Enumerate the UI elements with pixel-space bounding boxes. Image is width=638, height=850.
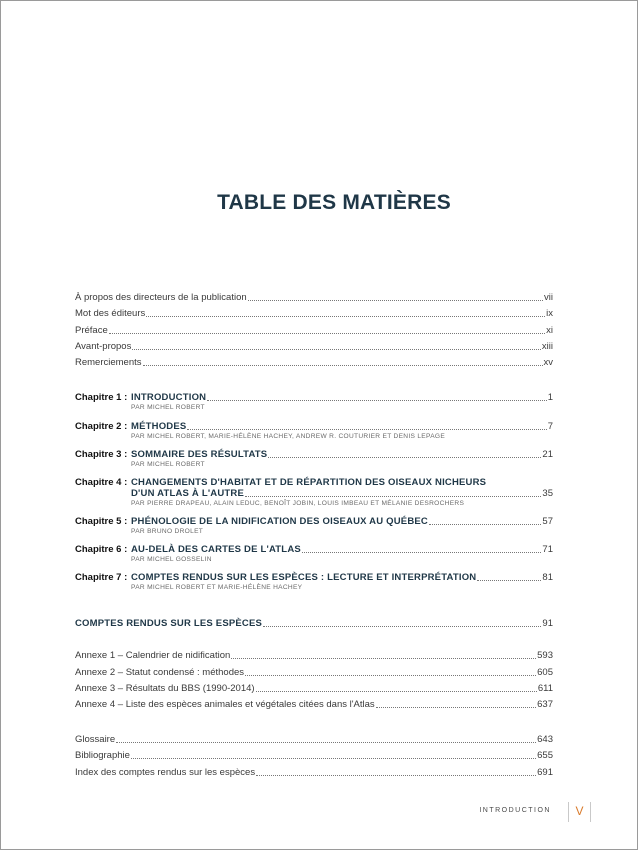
toc-entry-label: Mot des éditeurs [75,308,146,319]
toc-entry-page: 605 [537,667,553,678]
chapter-page: 7 [547,421,553,432]
toc-entry-label: Préface [75,325,108,336]
toc-entry[interactable] [75,750,553,761]
chapter-title: SOMMAIRE DES RÉSULTATS [131,449,268,460]
toc-entry[interactable] [75,734,553,745]
chapter-number: Chapitre 5 : [75,516,128,527]
toc-entry-label: Bibliographie [75,750,130,761]
toc-entry-page: 655 [537,750,553,761]
toc-entry-page: 593 [537,650,553,661]
chapter-title-line2: D'UN ATLAS À L'AUTRE [131,488,245,499]
chapter-author: PAR MICHEL GOSSELIN [131,556,212,563]
page-title: TABLE DES MATIÈRES [217,191,451,214]
chapter-entry[interactable] [75,516,553,536]
toc-entry-page: ix [546,308,553,319]
toc-entry-annex[interactable] [75,650,553,661]
chapter-number: Chapitre 7 : [75,572,128,583]
chapter-entry[interactable] [75,449,553,469]
footer-divider [590,802,591,822]
toc-entry[interactable] [75,308,553,319]
chapter-page: 1 [547,392,553,403]
toc-entry-page: 691 [537,767,553,778]
toc-entry-page: xi [546,325,553,336]
chapter-author: PAR PIERRE DRAPEAU, ALAIN LEDUC, BENOÎT JOBIN, LOUIS IMBEAU ET MÉLANIE DESROCHERS [131,500,465,507]
chapter-author: PAR BRUNO DROLET [131,528,204,535]
chapter-title: MÉTHODES [131,421,187,432]
toc-entry-annex[interactable] [75,699,553,710]
toc-entry-page: 643 [537,734,553,745]
chapter-title: INTRODUCTION [131,392,207,403]
toc-entry-page: 611 [537,683,553,694]
toc-entry[interactable] [75,357,553,368]
toc-entry-label: Avant-propos [75,341,132,352]
footer-section: INTRODUCTION [479,807,551,814]
toc-entry-label: À propos des directeurs de la publication [75,292,247,303]
chapter-number: Chapitre 6 : [75,544,128,555]
toc-entry-page: xiii [541,341,553,352]
chapter-number: Chapitre 1 : [75,392,128,403]
toc-entry-page: 91 [542,618,553,629]
toc-entry-label: Remerciements [75,357,142,368]
toc-entry-species-accounts[interactable] [75,618,553,629]
toc-entry-label: Annexe 2 – Statut condensé : méthodes [75,667,245,678]
toc-entry-label: Glossaire [75,734,116,745]
chapter-entry[interactable] [75,477,553,508]
chapter-page: 81 [542,572,553,583]
chapter-author: PAR MICHEL ROBERT ET MARIE-HÉLÈNE HACHEY [131,584,303,591]
toc-entry-annex[interactable] [75,667,553,678]
chapter-page: 35 [542,488,553,499]
chapter-entry[interactable] [75,572,553,592]
chapter-number: Chapitre 3 : [75,449,128,460]
chapter-author: PAR MICHEL ROBERT [131,404,205,411]
toc-entry-label: Index des comptes rendus sur les espèces [75,767,256,778]
chapter-entry[interactable] [75,392,553,412]
chapter-title: COMPTES RENDUS SUR LES ESPÈCES : LECTURE ET INTERPRÉTATION [131,572,477,583]
toc-entry-page: vii [544,292,553,303]
chapter-number: Chapitre 2 : [75,421,128,432]
toc-entry[interactable] [75,767,553,778]
chapter-title: CHANGEMENTS D'HABITAT ET DE RÉPARTITION DES OISEAUX NICHEURS [131,477,487,488]
chapter-title: AU-DELÀ DES CARTES DE L'ATLAS [131,544,301,555]
chapter-number: Chapitre 4 : [75,477,128,488]
chapter-entry[interactable] [75,421,553,441]
footer-page-number: V [575,804,584,818]
toc-entry[interactable] [75,341,553,352]
chapter-author: PAR MICHEL ROBERT, MARIE-HÉLÈNE HACHEY, ANDREW R. COUTURIER ET DENIS LEPAGE [131,433,446,440]
toc-entry-label: Annexe 4 – Liste des espèces animales et végétales citées dans l'Atlas [75,699,375,710]
toc-entry-label: COMPTES RENDUS SUR LES ESPÈCES [75,618,263,629]
toc-entry-annex[interactable] [75,683,553,694]
chapter-page: 71 [542,544,553,555]
toc-entry[interactable] [75,292,553,303]
toc-entry[interactable] [75,325,553,336]
toc-entry-label: Annexe 3 – Résultats du BBS (1990-2014) [75,683,255,694]
chapter-entry[interactable] [75,544,553,564]
toc-entry-label: Annexe 1 – Calendrier de nidification [75,650,231,661]
chapter-author: PAR MICHEL ROBERT [131,461,205,468]
toc-entry-page: 637 [537,699,553,710]
chapter-title: PHÉNOLOGIE DE LA NIDIFICATION DES OISEAUX AU QUÉBEC [131,516,428,527]
chapter-page: 21 [542,449,553,460]
chapter-page: 57 [542,516,553,527]
toc-entry-page: xv [543,357,553,368]
